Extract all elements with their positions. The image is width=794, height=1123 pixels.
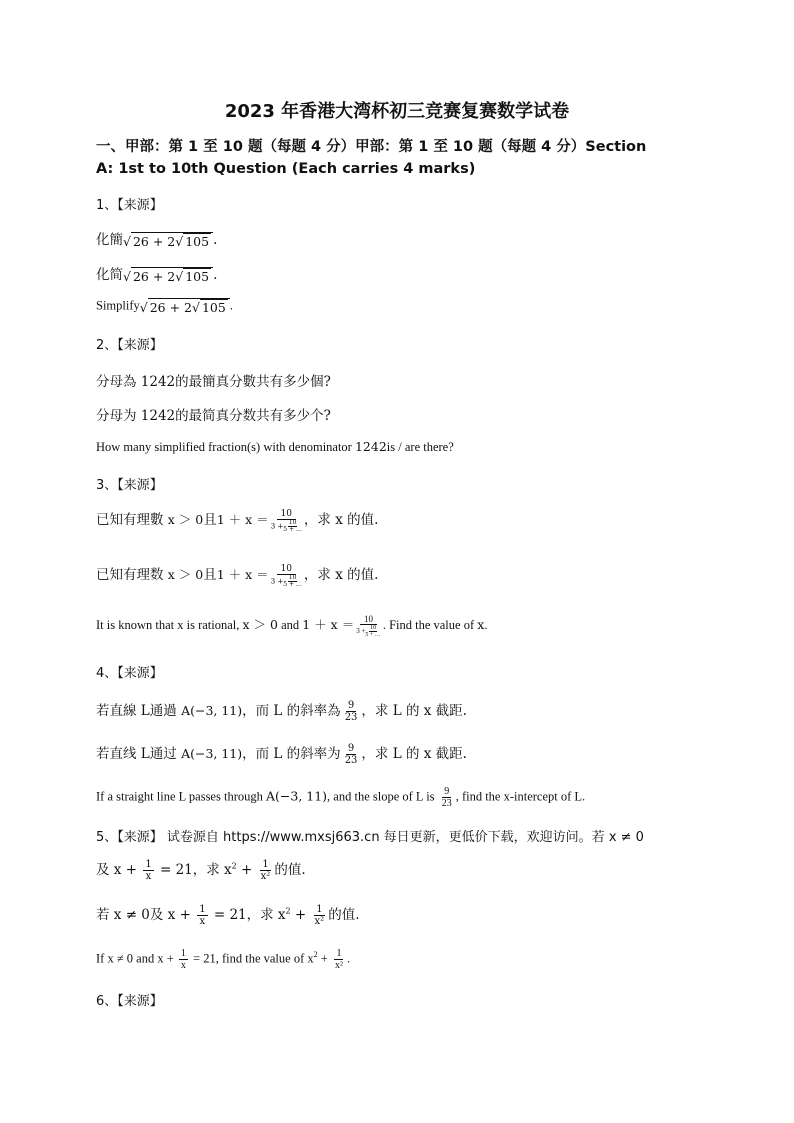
q5-c: +: [236, 862, 257, 878]
slope-fraction: [440, 786, 454, 809]
q3-and: 且: [203, 567, 217, 583]
q3-condition: x ＞ 0: [167, 567, 204, 582]
sqrt-expression: √ 26 + 2√ 105: [123, 232, 213, 249]
q2-en-number: 1242: [354, 439, 387, 454]
cf-bot: 3 +: [356, 627, 366, 636]
frac-num: 1: [316, 904, 323, 915]
recip-square-fraction: [259, 859, 273, 882]
section-heading-line1: 一、甲部：第 1 至 10 题（每题 4 分）甲部：第 1 至 10 题（每题 4 分）Section: [96, 139, 647, 155]
q5-en-b: = 21, find the value of x: [189, 951, 314, 966]
q5-d: 的值.: [328, 907, 360, 923]
q1-period: .: [213, 232, 218, 248]
cf-inner-bot: 5 + …: [283, 525, 302, 533]
q1-period: .: [229, 298, 233, 313]
cf-inner-top: 10: [370, 625, 377, 631]
question-5-label-line: [96, 826, 644, 845]
q4-b: ，而 L 的斜率為: [242, 703, 341, 719]
question-2-traditional: 分母為 1242的最簡真分數共有多少個?: [96, 374, 331, 390]
q4-a: 若直線 L通過: [96, 703, 182, 719]
q3-en-a: It is known that x is rational,: [96, 617, 243, 632]
q4-en-a: If a straight line L passes through: [96, 789, 266, 804]
frac-num: 1: [180, 948, 186, 959]
q5-a: 及 x +: [96, 862, 142, 878]
frac-den: x²: [334, 960, 343, 971]
cf-bot: 3 +: [270, 522, 284, 530]
slope-fraction: [343, 700, 360, 723]
q3-post: ，求 x 的值.: [303, 567, 379, 583]
question-3-traditional: [96, 508, 378, 533]
question-6-label: 6、【来源】: [96, 994, 163, 1009]
q5-c: +: [317, 951, 331, 966]
frac-den: x: [180, 960, 186, 971]
question-5-english: [96, 948, 350, 971]
square-exp: 2: [285, 906, 291, 916]
cf-bot: 3 +: [270, 577, 284, 585]
sqrt-outer: 26 + 2: [132, 234, 176, 249]
square-exp: 2: [313, 950, 318, 960]
sqrt-inner: 105: [185, 234, 210, 249]
cf-top: 10: [277, 509, 296, 520]
q4-point: A(−3, 11): [181, 746, 243, 761]
square-exp: 2: [231, 861, 237, 871]
q5-a: 若 x ≠ 0及 x +: [96, 907, 196, 923]
q3-eq-lhs: 1 ＋ x ＝: [216, 512, 269, 527]
q2-en-b: is / are there?: [386, 440, 454, 454]
question-1-simplified: [96, 263, 217, 284]
q5-en-a: If x ≠ 0 and x +: [96, 951, 177, 966]
sqrt-inner: 105: [185, 269, 210, 284]
sqrt-outer: 26 + 2: [149, 300, 193, 315]
q4-en-b: , and the slope of L is: [327, 789, 438, 804]
q4-point: A(−3, 11): [265, 788, 328, 804]
question-1-traditional: [96, 228, 217, 249]
q5-ad-text: 试卷源自 https://www.mxsj663.cn 每日更新，更低价下载，欢迎访问。若 x ≠ 0: [162, 830, 644, 845]
question-2-english: [96, 439, 454, 455]
q5-b: = 21，求 x: [209, 907, 286, 923]
slope-den: 23: [344, 755, 358, 766]
continued-fraction: [271, 509, 302, 533]
continued-fraction: [271, 564, 302, 588]
frac-num: 1: [145, 859, 152, 870]
q3-pre: 已知有理數: [96, 512, 168, 528]
q1-prompt-simp: 化简: [96, 267, 123, 283]
frac-num: 1: [199, 904, 206, 915]
question-5-traditional: [96, 858, 306, 882]
section-heading: [96, 136, 716, 180]
q1-prompt-en: Simplify: [96, 298, 140, 313]
cf-top: 10: [277, 564, 296, 575]
q4-en-c: , find the x-intercept of L.: [455, 789, 586, 804]
q3-en-var: x: [477, 616, 485, 632]
q4-c: ，求 L 的 x 截距.: [361, 746, 467, 762]
question-3-simplified: [96, 563, 378, 588]
q3-en-and: and: [277, 617, 303, 632]
q5-c: +: [290, 907, 311, 923]
question-4-traditional: [96, 699, 467, 723]
recip-fraction: [179, 948, 188, 971]
q3-and: 且: [203, 512, 217, 528]
question-2-label: 2、【来源】: [96, 338, 163, 353]
cf-inner-bot: 5 + …: [365, 632, 381, 638]
sqrt-expression: √ 26 + 2√ 105: [140, 298, 230, 315]
slope-num: 9: [347, 743, 355, 754]
page-title: 2023 年香港大湾杯初三竞赛复赛数学试卷: [224, 101, 570, 122]
frac-num: 1: [262, 859, 269, 870]
frac-den: x: [199, 916, 206, 927]
q1-prompt-trad: 化簡: [96, 232, 123, 248]
frac-num: 1: [336, 948, 342, 959]
recip-square-fraction: [313, 904, 327, 927]
recip-fraction: [143, 859, 153, 882]
slope-num: 9: [444, 786, 450, 797]
frac-den: x: [145, 871, 152, 882]
section-heading-line2: A: 1st to 10th Question (Each carries 4 marks): [96, 161, 476, 177]
q3-post: ，求 x 的值.: [303, 512, 379, 528]
recip-square-fraction: [333, 948, 345, 971]
q3-en-end: .: [484, 617, 488, 632]
question-5-simplified: [96, 903, 360, 927]
q3-pre: 已知有理数: [96, 567, 168, 583]
q4-c: ，求 L 的 x 截距.: [361, 703, 467, 719]
slope-num: 9: [347, 700, 355, 711]
question-1-label: 1、【来源】: [96, 198, 163, 213]
q4-point: A(−3, 11): [181, 703, 243, 718]
cf-top: 10: [360, 614, 377, 625]
q3-eq-lhs: 1 ＋ x ＝: [302, 616, 355, 632]
q5-d: 的值.: [274, 862, 306, 878]
question-4-label: 4、【来源】: [96, 666, 163, 681]
question-3-label: 3、【来源】: [96, 478, 163, 493]
continued-fraction: [356, 614, 381, 638]
slope-fraction: [343, 743, 360, 766]
q3-eq-lhs: 1 ＋ x ＝: [216, 567, 269, 582]
q5-b: = 21，求 x: [155, 862, 232, 878]
question-2-simplified: 分母为 1242的最简真分数共有多少个?: [96, 408, 331, 424]
frac-den: x²: [260, 871, 271, 882]
q4-b: ，而 L 的斜率为: [242, 746, 341, 762]
cf-inner-top: 10: [288, 573, 297, 581]
q3-condition: x ＞ 0: [167, 512, 204, 527]
frac-den: x²: [314, 916, 325, 927]
q5-en-d: .: [346, 951, 351, 966]
question-3-english: [96, 614, 487, 638]
cf-inner-bot: 5 + …: [283, 580, 302, 588]
sqrt-inner: 105: [201, 300, 226, 315]
slope-den: 23: [441, 798, 452, 809]
q4-a: 若直线 L通过: [96, 746, 182, 762]
sqrt-expression: √ 26 + 2√ 105: [123, 267, 213, 284]
q1-period: .: [213, 267, 218, 283]
q3-en-b: . Find the value of: [382, 617, 478, 632]
recip-fraction: [197, 904, 207, 927]
slope-den: 23: [344, 712, 358, 723]
cf-inner-top: 10: [288, 518, 297, 526]
question-4-simplified: [96, 742, 467, 766]
sqrt-outer: 26 + 2: [132, 269, 176, 284]
question-1-english: [96, 298, 233, 315]
question-4-english: [96, 786, 585, 809]
question-5-label: 5、【来源】: [96, 830, 163, 845]
q2-en-a: How many simplified fraction(s) with denominator: [96, 440, 355, 454]
q3-condition: x ＞ 0: [242, 616, 278, 632]
